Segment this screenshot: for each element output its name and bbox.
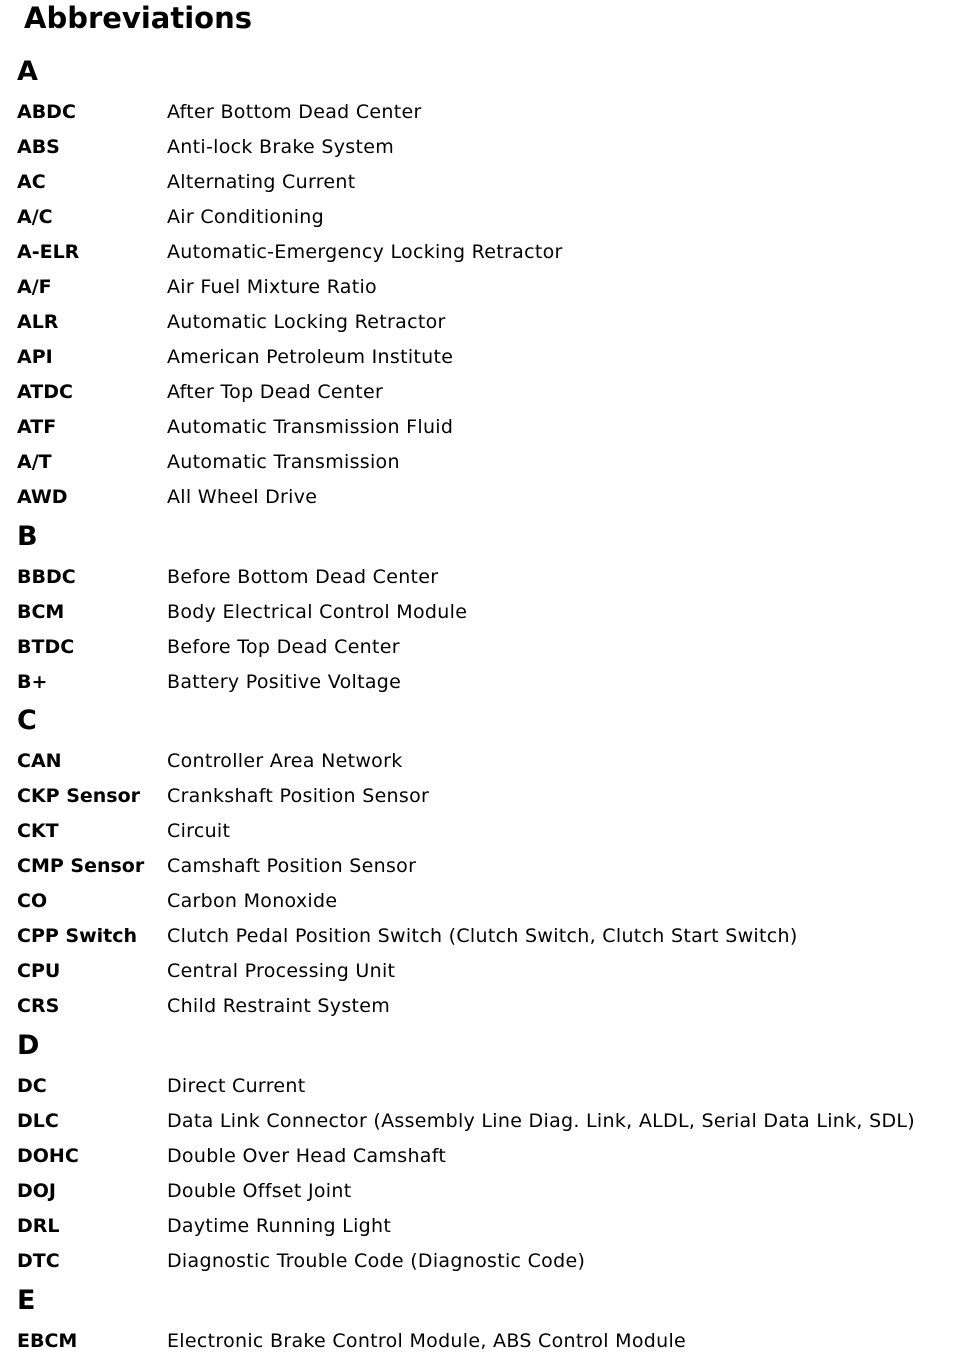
abbreviation-definition: Double Offset Joint <box>167 1180 352 1202</box>
abbreviation-row <box>0 667 960 697</box>
abbreviation-term: ALR <box>17 311 59 333</box>
abbreviation-definition: Camshaft Position Sensor <box>167 855 417 877</box>
section-letter-b: B <box>17 521 38 552</box>
abbreviation-row <box>0 1246 960 1276</box>
section-letter-e: E <box>17 1285 36 1316</box>
abbreviation-term: ATF <box>17 416 57 438</box>
abbreviation-row <box>0 97 960 127</box>
abbreviation-row <box>0 816 960 846</box>
abbreviation-definition: Double Over Head Camshaft <box>167 1145 447 1167</box>
abbreviation-definition: Air Conditioning <box>167 206 324 228</box>
abbreviation-term: API <box>17 346 53 368</box>
abbreviation-definition: Anti-lock Brake System <box>167 136 395 158</box>
abbreviation-definition: After Top Dead Center <box>167 381 384 403</box>
abbreviation-definition: Body Electrical Control Module <box>167 601 468 623</box>
abbreviation-term: DC <box>17 1075 47 1097</box>
abbreviation-term: AC <box>17 171 46 193</box>
abbreviation-row <box>0 202 960 232</box>
abbreviation-row <box>0 1106 960 1136</box>
abbreviation-row <box>0 1141 960 1171</box>
abbreviation-row <box>0 781 960 811</box>
abbreviation-term: CO <box>17 890 48 912</box>
abbreviation-term: CPU <box>17 960 61 982</box>
abbreviation-term: A/F <box>17 276 52 298</box>
abbreviation-definition: Before Top Dead Center <box>167 636 400 658</box>
abbreviation-definition: Clutch Pedal Position Switch (Clutch Switch, Clutch Start Switch) <box>167 925 798 947</box>
abbreviation-term: ATDC <box>17 381 73 403</box>
abbreviation-definition: Carbon Monoxide <box>167 890 338 912</box>
abbreviation-term: A/T <box>17 451 52 473</box>
abbreviation-term: CRS <box>17 995 60 1017</box>
abbreviation-definition: Automatic Transmission <box>167 451 400 473</box>
abbreviation-term: DOHC <box>17 1145 79 1167</box>
abbreviation-term: A/C <box>17 206 53 228</box>
abbreviation-term: BTDC <box>17 636 75 658</box>
abbreviation-row <box>0 956 960 986</box>
abbreviation-row <box>0 1326 960 1356</box>
abbreviation-row <box>0 167 960 197</box>
abbreviation-definition: Controller Area Network <box>167 750 403 772</box>
abbreviation-row <box>0 991 960 1021</box>
abbreviation-row <box>0 377 960 407</box>
abbreviation-definition: Air Fuel Mixture Ratio <box>167 276 377 298</box>
section-letter-a: A <box>17 56 38 87</box>
abbreviation-definition: Central Processing Unit <box>167 960 396 982</box>
abbreviation-row <box>0 632 960 662</box>
abbreviation-row <box>0 1176 960 1206</box>
abbreviation-definition: Direct Current <box>167 1075 306 1097</box>
abbreviation-term: ABS <box>17 136 60 158</box>
abbreviation-row <box>0 447 960 477</box>
abbreviation-row <box>0 886 960 916</box>
abbreviation-definition: Child Restraint System <box>167 995 391 1017</box>
abbreviation-definition: Electronic Brake Control Module, ABS Control Module <box>167 1330 687 1352</box>
abbreviation-definition: Diagnostic Trouble Code (Diagnostic Code) <box>167 1250 586 1272</box>
abbreviation-term: AWD <box>17 486 68 508</box>
abbreviation-row <box>0 562 960 592</box>
abbreviation-term: DOJ <box>17 1180 56 1202</box>
abbreviation-term: DTC <box>17 1250 60 1272</box>
abbreviation-definition: Alternating Current <box>167 171 356 193</box>
abbreviation-term: CAN <box>17 750 62 772</box>
abbreviation-definition: Battery Positive Voltage <box>167 671 402 693</box>
abbreviation-term: CKT <box>17 820 59 842</box>
abbreviation-term: CPP Switch <box>17 925 138 947</box>
abbreviation-definition: After Bottom Dead Center <box>167 101 422 123</box>
abbreviation-definition: Daytime Running Light <box>167 1215 392 1237</box>
abbreviation-definition: Automatic Transmission Fluid <box>167 416 454 438</box>
abbreviation-term: B+ <box>17 671 48 693</box>
abbreviation-row <box>0 851 960 881</box>
abbreviation-term: DRL <box>17 1215 60 1237</box>
abbreviation-row <box>0 746 960 776</box>
abbreviation-term: CMP Sensor <box>17 855 145 877</box>
abbreviation-term: DLC <box>17 1110 59 1132</box>
abbreviation-row <box>0 307 960 337</box>
abbreviation-definition: Automatic-Emergency Locking Retractor <box>167 241 563 263</box>
abbreviation-row <box>0 1071 960 1101</box>
abbreviation-row <box>0 482 960 512</box>
abbreviation-term: CKP Sensor <box>17 785 141 807</box>
abbreviation-term: BBDC <box>17 566 76 588</box>
abbreviation-term: A-ELR <box>17 241 80 263</box>
page-title: Abbreviations <box>24 1 252 35</box>
abbreviation-definition: Before Bottom Dead Center <box>167 566 439 588</box>
abbreviation-definition: All Wheel Drive <box>167 486 318 508</box>
abbreviation-row <box>0 412 960 442</box>
abbreviation-row <box>0 132 960 162</box>
abbreviation-definition: Crankshaft Position Sensor <box>167 785 430 807</box>
section-letter-c: C <box>17 705 37 736</box>
abbreviation-definition: American Petroleum Institute <box>167 346 454 368</box>
abbreviation-row <box>0 342 960 372</box>
abbreviation-term: BCM <box>17 601 65 623</box>
section-letter-d: D <box>17 1030 40 1061</box>
abbreviation-row <box>0 921 960 951</box>
abbreviation-term: ABDC <box>17 101 76 123</box>
abbreviation-term: EBCM <box>17 1330 78 1352</box>
abbreviation-row <box>0 237 960 267</box>
abbreviation-row <box>0 1211 960 1241</box>
abbreviation-definition: Circuit <box>167 820 231 842</box>
abbreviation-definition: Data Link Connector (Assembly Line Diag. Link, ALDL, Serial Data Link, SDL) <box>167 1110 915 1132</box>
abbreviation-row <box>0 272 960 302</box>
abbreviation-definition: Automatic Locking Retractor <box>167 311 446 333</box>
abbreviation-row <box>0 597 960 627</box>
